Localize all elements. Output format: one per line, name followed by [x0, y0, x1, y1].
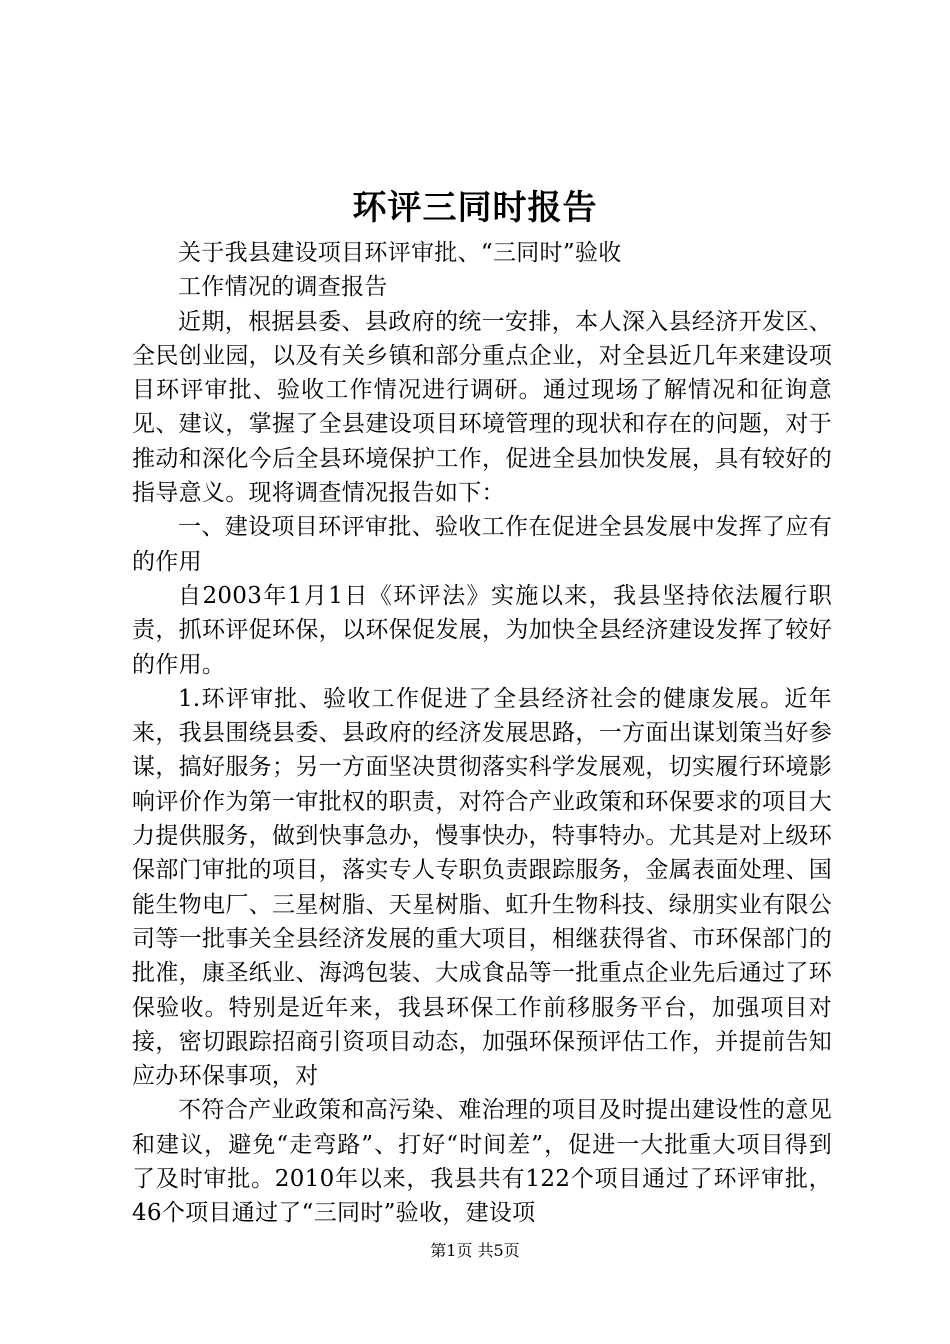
subtitle-line-2: 工作情况的调查报告 [178, 274, 388, 301]
document-title: 环评三同时报告 [352, 188, 598, 228]
body-paragraph: 不符合产业政策和高污染、难治理的项目及时提出建设性的意见和建议，避免“走弯路”、打好“时间差”，促进一大批重大项目得到了及时审批。2010年以来，我县共有122个项目通过了环评审批，46个项目通过了“三同时”验收，建设项 [132, 1097, 832, 1227]
body-paragraph: 自2003年1月1日《环评法》实施以来，我县坚持依法履行职责，抓环评促环保，以环保促发展，为加快全县经济建设发挥了较好的作用。 [132, 582, 832, 678]
body-paragraph: 1.环评审批、验收工作促进了全县经济社会的健康发展。近年来，我县围绕县委、县政府的经济发展思路，一方面出谋划策当好参谋，搞好服务；另一方面坚决贯彻落实科学发展观，切实履行环境影响评价作为第一审批权的职责，对符合产业政策和环保要求的项目大力提供服务，做到快事急办，慢事快办，特事特办。尤其是对上级环保部门审批的项目，落实专人专职负责跟踪服务，金属表面处理、国能生物电厂、三星树脂、天星树脂、虹升生物科技、绿朋实业有限公司等一批事关全县经济发展的重大项目，相继获得省、市环保部门的批准，康圣纸业、海鸿包装、大成食品等一批重点企业先后通过了环保验收。特别是近年来，我县环保工作前移服务平台，加强项目对接，密切跟踪招商引资项目动态，加强环保预评估工作，并提前告知应办环保事项，对 [132, 685, 832, 1090]
subtitle-line-1: 关于我县建设项目环评审批、“三同时”验收 [178, 240, 622, 266]
page-number: 第1页 共5页 [430, 1241, 520, 1260]
document-body [132, 236, 832, 1231]
section-heading: 一、建设项目环评审批、验收工作在促进全县发展中发挥了应有的作用 [132, 514, 832, 575]
body-paragraph: 近期，根据县委、县政府的统一安排，本人深入县经济开发区、全民创业园，以及有关乡镇和部分重点企业，对全县近几年来建设项目环评审批、验收工作情况进行调研。通过现场了解情况和征询意见、建议，掌握了全县建设项目环境管理的现状和存在的问题，对于推动和深化今后全县环境保护工作，促进全县加快发展，具有较好的指导意义。现将调查情况报告如下： [132, 308, 832, 507]
